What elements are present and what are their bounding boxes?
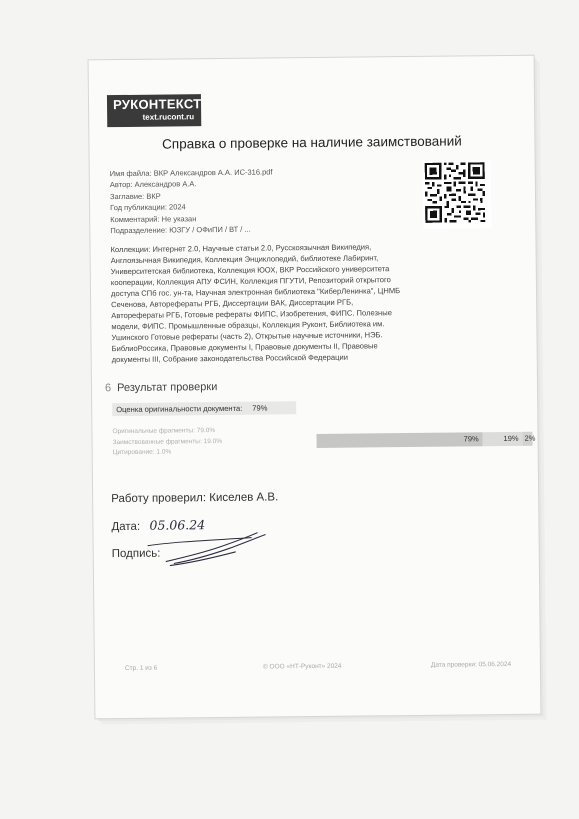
result-heading [105, 381, 217, 394]
signature-label: Подпись: [111, 547, 161, 561]
fragment-line: Заимствованные фрагменты: 19.0% [112, 437, 223, 446]
result-section-title: Результат проверки [117, 381, 218, 395]
fragment-line: Оригинальные фрагменты: 79.0% [112, 427, 216, 436]
meta-file: Имя файла: ВКР Александров А.А. ИС-316.pdf [109, 167, 273, 179]
logo-url: text.rucont.ru [142, 112, 195, 122]
sources-line: Англоязычная Википедия, Коллекция Энциклопедий, библиотеке Лабиринт, [110, 253, 379, 266]
sources-line: Ушинского Готовые рефераты (часть 2), Открытые научные источники, НЭБ. [111, 330, 383, 343]
sources-line: модели, ФИПС. Промышленные образцы, Коллекция Руконт, Библиотека им. [111, 319, 385, 332]
bar-segment-borrowed: 19% [483, 432, 523, 446]
sources-list [110, 241, 411, 365]
logo-brand: РУКОНТЕКСТ [112, 96, 202, 113]
originality-label: Оценка оригинальности документа: [116, 403, 243, 415]
document-meta [110, 165, 411, 237]
sources-line: Сеченова, Авторефераты РГБ, Диссертации ВАК, Диссертации РГБ, [111, 297, 354, 310]
fragment-line: Цитирование: 1.0% [112, 448, 172, 457]
originality-bar [316, 432, 536, 448]
sources-line: документы III, Собрание законодательства Российской Федерации [111, 352, 348, 365]
bar-segment-original: 79% [316, 432, 482, 448]
meta-author: Автор: Александров А.А. [109, 179, 197, 190]
checked-by: Работу проверил: Киселев А.В. [111, 491, 279, 506]
footer-page: Стр. 1 из 6 [124, 664, 158, 673]
sources-line: Авторефераты РГБ, Готовые рефераты ФИПС, Изобретения, ФИПС. Полезные [111, 308, 392, 321]
page-title: Справка о проверке на наличие заимствований [162, 133, 462, 152]
signature-icon [161, 526, 271, 569]
sources-line: доступа СПб гос. ун-та, Научная электронная библиотека "КиберЛенинка", ЦНМБ [110, 286, 401, 299]
date-label: Дата: [111, 520, 141, 534]
result-section-number: 6 [104, 382, 112, 395]
originality-score [112, 401, 296, 416]
sources-line: БиблиоРоссика, Правовые документы I, Правовые документы II, Правовые [111, 341, 378, 354]
sources-line: Университетская библиотека, Коллекция ЮОХ, ВКР Российского университета [110, 264, 390, 277]
bar-segment-citation: 2% [522, 432, 532, 446]
meta-heading: Заглавие: ВКР [109, 191, 161, 201]
date-value: 05.06.24 [149, 517, 206, 533]
qr-code-icon [423, 160, 492, 229]
fragment-breakdown [112, 426, 222, 459]
report-sheet [89, 56, 541, 719]
sources-line: Коллекции: Интернет 2.0, Научные статьи 2.0, Русскоязычная Википедия, [110, 242, 372, 255]
footer-copyright: © ООО «НТ-Руконт» 2024 [262, 662, 342, 671]
rucontext-logo [107, 94, 201, 127]
meta-year: Год публикации: 2024 [110, 202, 186, 213]
sources-line: кооперации, Коллекция АПУ ФСИН, Коллекция ПГУТИ, Репозиторий открытого [110, 275, 391, 288]
originality-value: 79% [252, 403, 268, 413]
meta-comment: Комментарий: Не указан [110, 213, 197, 224]
meta-subdivision: Подразделение: ЮЗГУ / ОФиПИ / ВТ / ... [110, 224, 251, 236]
footer-date: Дата проверки: 05.06.2024 [430, 660, 512, 669]
